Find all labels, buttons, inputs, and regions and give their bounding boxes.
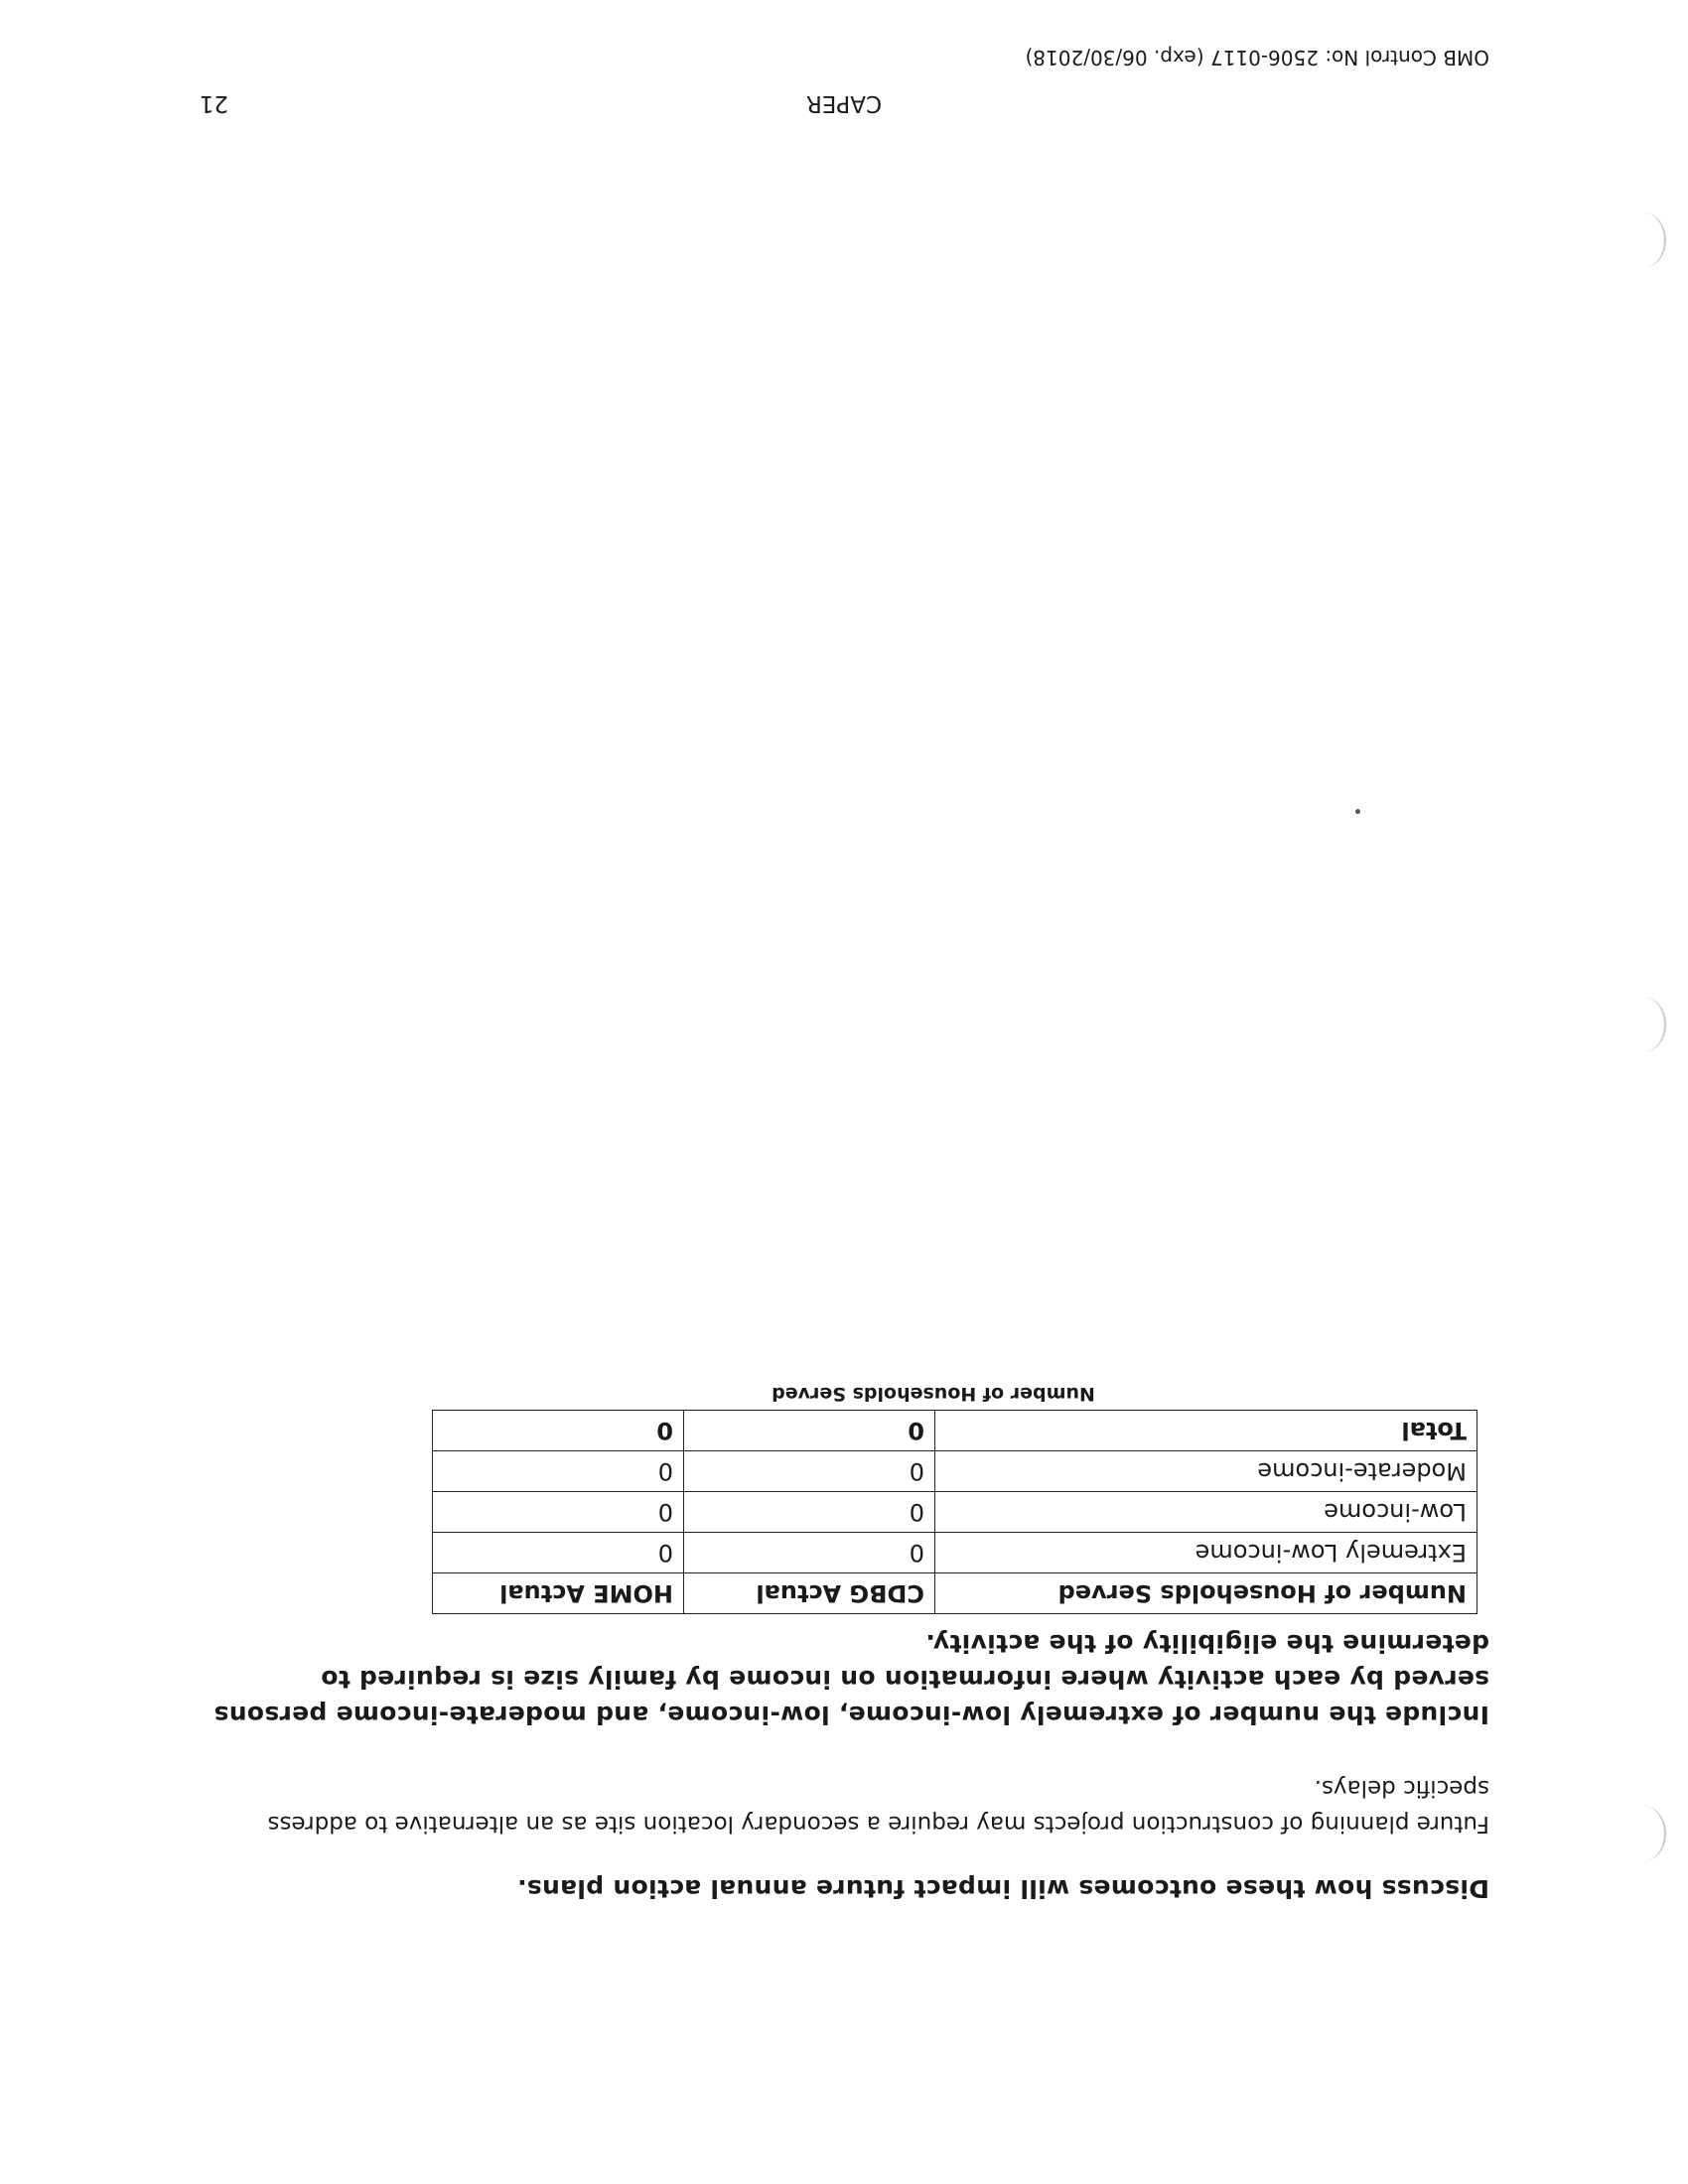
table-caption: Number of Households Served [772,1383,1095,1405]
row-label: Moderate-income [935,1451,1477,1492]
discuss-paragraph: Future planning of construction projects may require a secondary location site as an alternative to address specific delays. [267,1775,1489,1837]
cdbg-value: 0 [684,1411,935,1451]
cdbg-value: 0 [684,1492,935,1533]
punch-hole-middle [1620,997,1666,1052]
home-value: 0 [433,1492,684,1533]
discuss-heading: Discuss how these outcomes will impact future annual action plans. [516,1874,1489,1903]
row-label: Extremely Low-income [935,1533,1477,1573]
header-cdbg: CDBG Actual [684,1573,935,1614]
header-households: Number of Households Served [935,1573,1477,1614]
scan-speck [1355,809,1360,814]
include-heading: Include the number of extremely low-income, low-income, and moderate-income persons served by each activity where information on income by family size is required to determine the eligibility of the activity. [213,1629,1489,1729]
table-header-row [433,1573,1477,1614]
table-row-total [433,1411,1477,1451]
row-label: Total [935,1411,1477,1451]
home-value: 0 [433,1411,684,1451]
table-row [433,1451,1477,1492]
punch-hole-bottom [1620,1806,1666,1861]
table-row [433,1533,1477,1573]
home-value: 0 [433,1451,684,1492]
footer-title: CAPER [805,90,883,116]
table-row [433,1492,1477,1533]
header-home: HOME Actual [433,1573,684,1614]
row-label: Low-income [935,1492,1477,1533]
punch-hole-top [1620,212,1666,268]
page-number: 21 [199,90,228,116]
households-table [432,1410,1477,1614]
cdbg-value: 0 [684,1451,935,1492]
cdbg-value: 0 [684,1533,935,1573]
omb-control-number: OMB Control No: 2506-0117 (exp. 06/30/2018) [1025,46,1489,69]
home-value: 0 [433,1533,684,1573]
